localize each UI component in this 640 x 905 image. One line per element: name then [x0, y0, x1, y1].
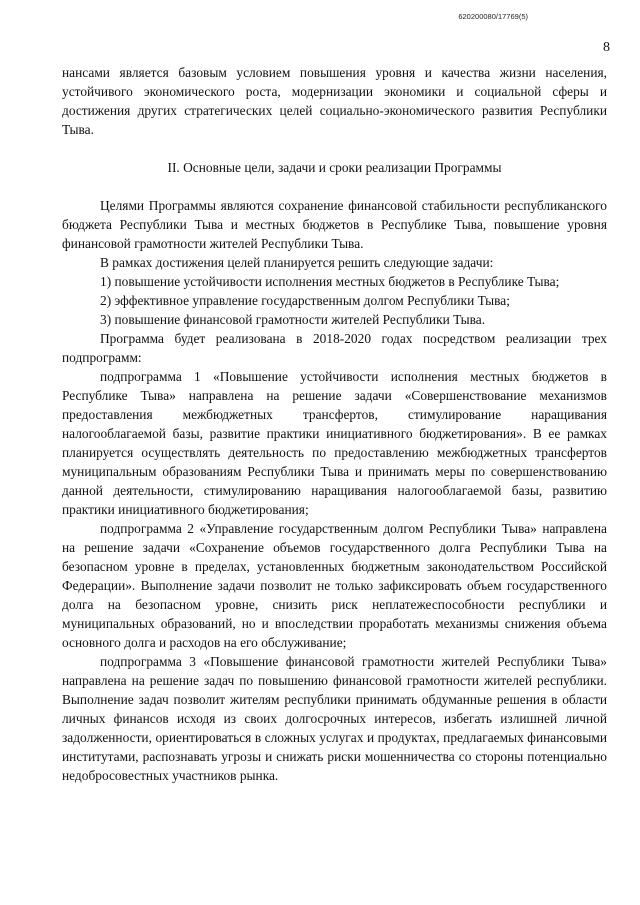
document-id: 620200080/17769(5) [458, 12, 528, 21]
section-title: II. Основные цели, задачи и сроки реализации Программы [167, 160, 502, 175]
page-number: 8 [603, 40, 610, 55]
paragraph-goals: Целями Программы являются сохранение финансовой стабильности республиканского бюджета Республики Тыва и местных бюджетов в Республике Тыва, повышение уровня финансовой грамотности жителей Республики Тыва. [62, 198, 607, 251]
task-item-1: 1) повышение устойчивости исполнения местных бюджетов в Республике Тыва; [100, 274, 560, 289]
paragraph-subprogram-3: подпрограмма 3 «Повышение финансовой грамотности жителей Республики Тыва» направлена на решение задач по повышению финансовой грамотности жителей республики. Выполнение задач позволит жителям республики принимать обдуманные решения в области личных финансов исходя из своих долгосрочных интересов, избегать излишней личной задолженности, ориентироваться в сложных услугах и продуктах, предлагаемых финансовыми институтами, распознавать угрозы и снижать риски мошенничества со стороны потенциально недобросовестных участников рынка. [62, 654, 607, 783]
document-body [62, 63, 607, 785]
task-item-3: 3) повышение финансовой грамотности жителей Республики Тыва. [100, 312, 486, 327]
task-item-2: 2) эффективное управление государственным долгом Республики Тыва; [100, 293, 510, 308]
paragraph-subprogram-2: подпрограмма 2 «Управление государственным долгом Республики Тыва» направлена на решение задачи «Сохранение объемов государственного долга Республики Тыва на безопасном уровне в пределах, установленных бюджетным законодательством Российской Федерации». Выполнение задачи позволит не только зафиксировать объем государственного долга на безопасном уровне, снизить риск неплатежеспособности республики и муниципальных образований, но и впоследствии проработать механизмы снижения объема основного долга и расходов на его обслуживание; [62, 521, 607, 650]
paragraph-tasks-intro: В рамках достижения целей планируется решить следующие задачи: [100, 255, 494, 270]
paragraph-subprogram-1: подпрограмма 1 «Повышение устойчивости исполнения местных бюджетов в Республике Тыва» направлена на решение задачи «Совершенствование механизмов предоставления межбюджетных трансфертов, стимулирование наращивания налогооблагаемой базы, развитие практики инициативного бюджетирования». В ее рамках планируется осуществлять деятельность по предоставлению межбюджетных трансфертов муниципальным образованиям Республики Тыва и принимать меры по совершенствованию данной деятельности, стимулированию наращивания налогооблагаемой базы, развитию практики инициативного бюджетирования; [62, 369, 607, 517]
paragraph-intro: нансами является базовым условием повышения уровня и качества жизни населения, устойчивого экономического роста, модернизации экономики и социальной сферы и достижения других стратегических целей социально-экономического развития Республики Тыва. [62, 65, 607, 137]
paragraph-program-period: Программа будет реализована в 2018-2020 годах посредством реализации трех подпрограмм: [62, 331, 607, 365]
